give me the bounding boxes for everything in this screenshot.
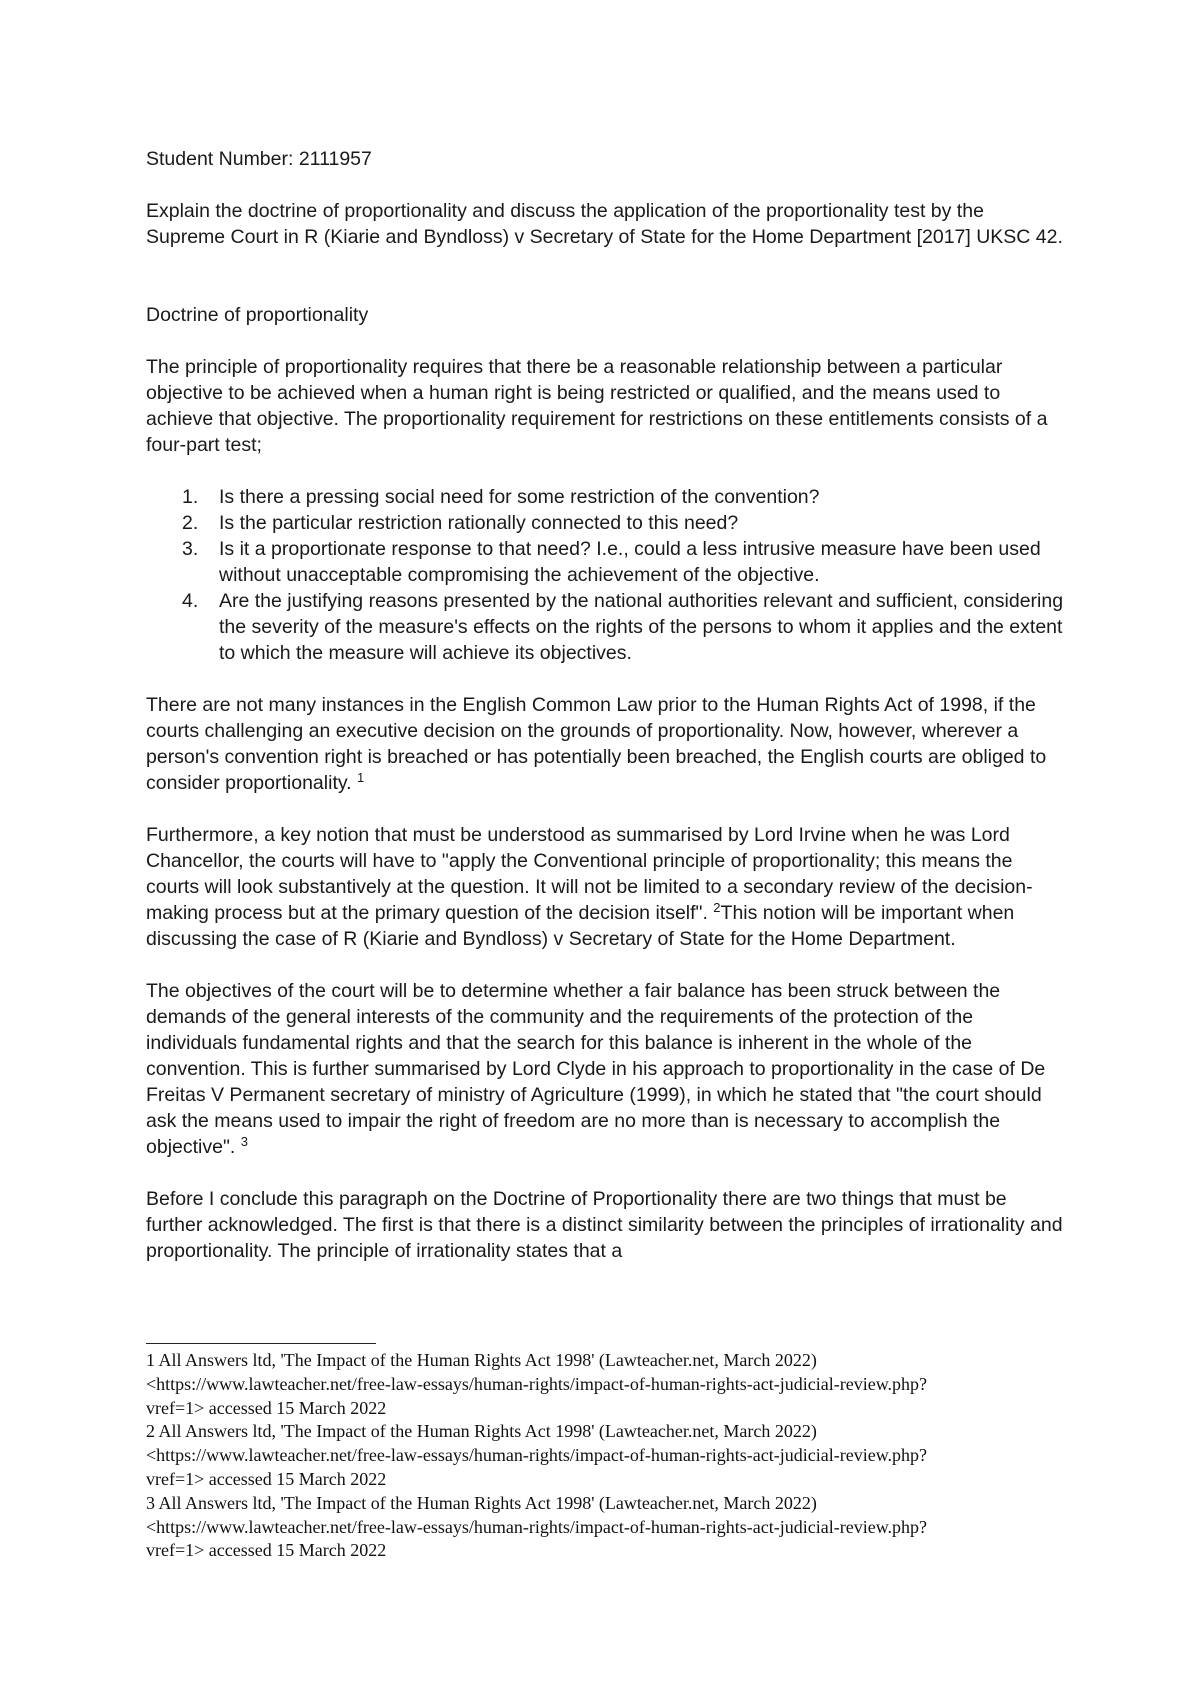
four-part-test-list bbox=[146, 484, 1066, 666]
list-number: 2. bbox=[182, 512, 199, 534]
essay-question: Explain the doctrine of proportionality and discuss the application of the proportionality test by the Supreme Court in R (Kiarie and Byndloss) v Secretary of State for the Home Department [2017] UKSC 42. bbox=[146, 200, 1063, 248]
footnote-3 bbox=[146, 1492, 1066, 1563]
list-item-text: Are the justifying reasons presented by the national authorities relevant and sufficient, considering the severity of the measure's effects on the rights of the persons to whom it applies and the extent to which the measure will achieve its objectives. bbox=[219, 590, 1064, 664]
footnote-text: vref=1> accessed 15 March 2022 bbox=[146, 1397, 387, 1418]
document-body bbox=[146, 146, 1066, 1290]
list-item bbox=[146, 588, 1066, 666]
footnotes-section bbox=[146, 1343, 1066, 1563]
footnote-text: 3 All Answers ltd, 'The Impact of the Human Rights Act 1998' (Lawteacher.net, March 2022) bbox=[146, 1492, 817, 1513]
list-item-text: Is there a pressing social need for some restriction of the convention? bbox=[219, 486, 820, 508]
spacer bbox=[146, 276, 1066, 302]
paragraph-principle: The principle of proportionality requires that there be a reasonable relationship between a particular objective to be achieved when a human right is being restricted or qualified, and the means used to achieve that objective. The proportionality requirement for restrictions on these entitlements consists of a four-part test; bbox=[146, 356, 1048, 456]
list-number: 1. bbox=[182, 486, 199, 508]
footnote-url[interactable]: <https://www.lawteacher.net/free-law-essays/human-rights/impact-of-human-rights-act-judicial-review.php? bbox=[146, 1445, 928, 1466]
footnote-ref[interactable]: 3 bbox=[240, 1133, 248, 1149]
paragraph-text: Furthermore, a key notion that must be understood as summarised by Lord Irvine when he was Lord Chancellor, the courts will have to "apply the Conventional principle of proportionality; this means the courts will look substantively at the question. It will not be limited to a secondary review of the decision-making process but at the primary question of the decision itself". bbox=[146, 824, 1033, 924]
footnote-2 bbox=[146, 1420, 1066, 1491]
footnote-text: vref=1> accessed 15 March 2022 bbox=[146, 1468, 387, 1489]
paragraph-text: This notion will be important when discussing the case of R (Kiarie and Byndloss) v Secretary of State for the Home Department. bbox=[146, 902, 1015, 950]
footnote-text: 1 All Answers ltd, 'The Impact of the Human Rights Act 1998' (Lawteacher.net, March 2022) bbox=[146, 1350, 817, 1370]
footnote-ref[interactable]: 1 bbox=[357, 769, 365, 785]
list-number: 4. bbox=[182, 590, 199, 612]
list-item bbox=[146, 484, 1066, 510]
footnote-separator bbox=[146, 1343, 376, 1344]
footnote-ref[interactable]: 2 bbox=[713, 899, 721, 915]
paragraph-lord-irvine bbox=[146, 822, 1066, 952]
footnote-url[interactable]: <https://www.lawteacher.net/free-law-essays/human-rights/impact-of-human-rights-act-judicial-review.php? bbox=[146, 1373, 928, 1394]
footnote-text: vref=1> accessed 15 March 2022 bbox=[146, 1540, 387, 1561]
paragraph-fair-balance bbox=[146, 978, 1066, 1160]
paragraph-conclusion: Before I conclude this paragraph on the Doctrine of Proportionality there are two things that must be further acknowledged. The first is that there is a distinct similarity between the principles of irrationality and proportionality. The principle of irrationality states that a bbox=[146, 1188, 1063, 1262]
paragraph-common-law bbox=[146, 692, 1066, 796]
list-item bbox=[146, 510, 1066, 536]
footnote-text: 2 All Answers ltd, 'The Impact of the Human Rights Act 1998' (Lawteacher.net, March 2022) bbox=[146, 1421, 817, 1442]
footnote-url[interactable]: <https://www.lawteacher.net/free-law-essays/human-rights/impact-of-human-rights-act-judicial-review.php? bbox=[146, 1516, 928, 1537]
section-heading: Doctrine of proportionality bbox=[146, 304, 369, 326]
list-item bbox=[146, 536, 1066, 588]
paragraph-text: The objectives of the court will be to determine whether a fair balance has been struck between the demands of the general interests of the community and the requirements of the protection of the individuals fundamental rights and that the search for this balance is inherent in the whole of the convention. This is further summarised by Lord Clyde in his approach to proportionality in the case of De Freitas V Permanent secretary of ministry of Agriculture (1999), in which he stated that "the court should ask the means used to impair the right of freedom are no more than is necessary to accomplish the objective". bbox=[146, 980, 1046, 1158]
list-item-text: Is the particular restriction rationally connected to this need? bbox=[219, 512, 739, 534]
paragraph-text: There are not many instances in the English Common Law prior to the Human Rights Act of 1998, if the courts challenging an executive decision on the grounds of proportionality. Now, however, wherever a person's convention right is breached or has potentially been breached, the English courts are obliged to consider proportionality. bbox=[146, 694, 1047, 794]
list-number: 3. bbox=[182, 538, 199, 560]
footnote-1 bbox=[146, 1349, 1066, 1420]
list-item-text: Is it a proportionate response to that need? I.e., could a less intrusive measure have been used without unacceptable compromising the achievement of the objective. bbox=[219, 538, 1041, 586]
student-number: Student Number: 2111957 bbox=[146, 148, 372, 170]
